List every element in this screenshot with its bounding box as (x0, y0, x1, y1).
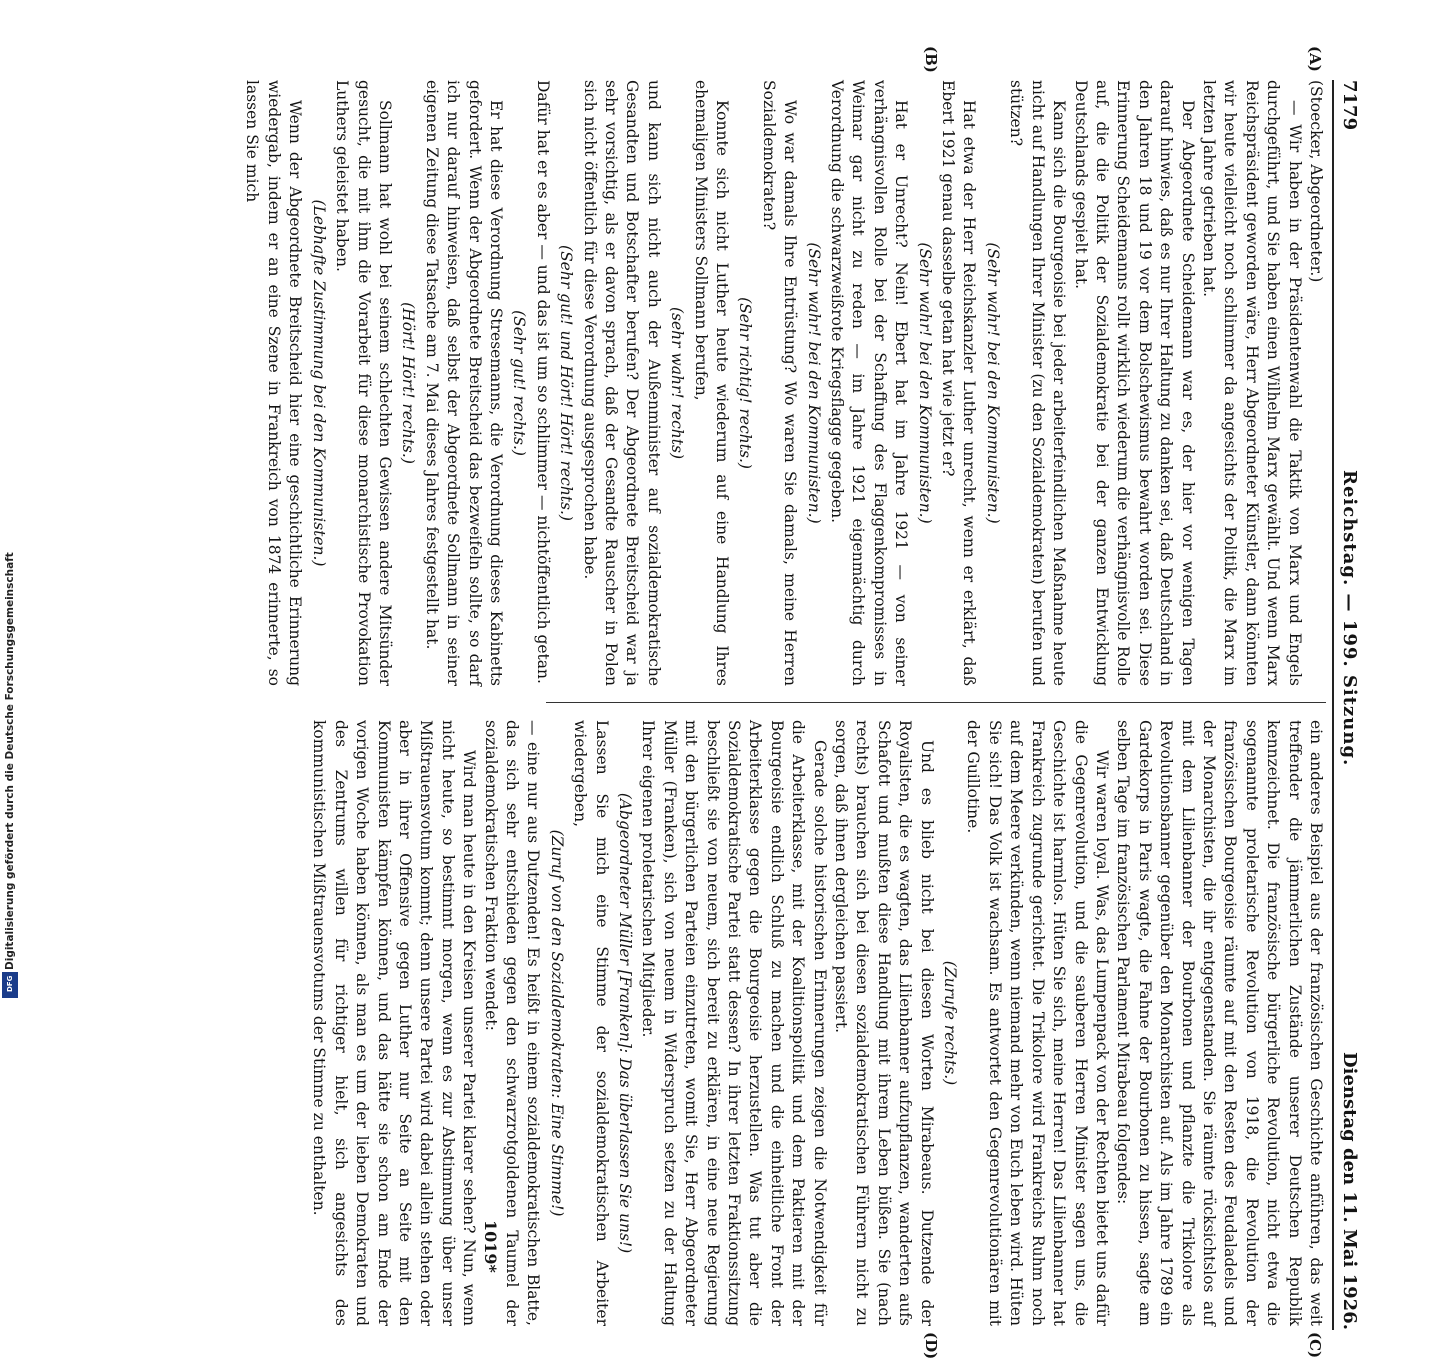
session-date: Dienstag den 11. Mai 1926. (1339, 1052, 1360, 1330)
interjection: (Sehr gut! und Hört! Hört! rechts.) (557, 245, 576, 521)
paragraph: Gerade solche historischen Erinnerungen zeigen die Notwendigkeit für die Arbeiterklasse, mit der Koalitionspolitik und dem Paktieren mit der Bourgeoisie endlich Schluß zu machen und die einheitliche Front der Arbeiterklasse gegen die Bourgeoisie herzustellen. Was tut aber die Sozialdemokratische Partei statt dessen? In ihrer letzten Fraktionssitzung beschließt sie von neuem, sich bereit zu erklären, in eine neue Regierung mit den bürgerlichen Parteien einzutreten, womit Sie, Herr Abgeordneter Müller (Franken), sich von neuem in Widerspruch setzen zu der Haltung Ihrer eigenen proletarischen Mitglieder. (639, 720, 829, 1326)
paragraph: Sollmann hat wohl bei seinem schlechten Gewissen andere Mitsünder gesucht, die mit ihm die Vorarbeit für diese monarchistische Provokation Luthers geleistet haben. (333, 80, 394, 686)
interjection: (Abgeordneter Müller [Franken]: Das überlassen Sie uns!) (616, 792, 634, 1254)
interjection: (Lebhafte Zustimmung bei den Kommunisten.) (309, 199, 328, 567)
interjection: (sehr wahr! rechts) (668, 306, 687, 460)
interjection: (Zurufe rechts.) (941, 960, 960, 1086)
paragraph: Er hat diese Verordnung Stresemanns, die Verordnung dieses Kabinetts gefordert. Wenn der Abgeordnete Breitscheid das bezweifeln sollte, so darf ich nur darauf hinweisen, daß selbst der Abgeordnete Sollmann in seiner eigenen Zeitung diese Tatsache am 7. Mai dieses Jahres festgestellt hat. (422, 80, 505, 686)
page-header (1336, 80, 1360, 1330)
interjection: (Hört! Hört! rechts.) (399, 302, 418, 464)
margin-mark-a: (A) (1306, 46, 1324, 72)
interjection: (Zuruf von den Sozialdemokraten: Eine Stimme!) (547, 829, 566, 1217)
margin-mark-b: (B) (922, 46, 940, 73)
paragraph: Konnte sich nicht Luther heute wiederum auf eine Handlung Ihres ehemaligen Ministers Sollmann berufen, (691, 80, 732, 686)
document-page (110, 46, 1360, 1359)
dfg-logo-text: DFG (6, 975, 14, 992)
interjection: (Sehr wahr! bei den Kommunisten.) (915, 242, 934, 524)
sheet-signature: 1019* (481, 1220, 500, 1273)
speaker-label: (Stoecker, Abgeordneter.) (1307, 80, 1325, 283)
paragraph: und kann sich nicht auch der Außenminister auf sozialdemokratische Gesandten und Botschafter berufen? Der Abgeordnete Breitscheid war ja sehr vorsichtig, als er davon sprach, daß der Gesandte Rauscher in Polen sich nicht öffentlich für diese Verordnung ausgesprochen habe. (580, 80, 663, 686)
paragraph: Wenn der Abgeordnete Breitscheid hier eine geschichtliche Erinnerung wiedergab, indem er an eine Szene in Frankreich von 1874 erinnerte, so lassen Sie mich (243, 80, 305, 686)
attribution-text: Digitalisierung gefördert durch die Deutsche Forschungsgemeinschaft (4, 552, 16, 970)
paragraph: Wir waren loyal. Was, das Lumpenpack von der Rechten bietet uns dafür die Gegenrevolution, und die sauberen Herren Minister sagen uns, die Geschichte ist harmlos. Hüten Sie sich, meine Herren! Das Lilienbanner hat Frankreich zugrunde gerichtet. Die Trikolore wird Frankreichs Ruhm noch auf dem Meere verkünden, wenn niemand mehr von Euch leben wird. Hüten Sie sich! Das Volk ist wachsam. Es antwortet den Gegenrevolutionären mit der Guillotine. (964, 720, 1111, 1326)
paragraph: Lassen Sie mich eine Stimme der sozialdemokratischen Arbeiter wiedergeben, (571, 720, 611, 1326)
interjection: (Sehr gut! rechts.) (510, 310, 529, 456)
margin-mark-c: (C) (1306, 1332, 1324, 1359)
paragraph: Dafür hat er es aber — und das ist um so schlimmer — nichtöffentlich getan. (533, 80, 552, 684)
column-divider (546, 702, 1326, 703)
interjection: (Sehr richtig! rechts.) (736, 297, 755, 469)
paragraph: — eine nur aus Dutzenden! Es heißt in einem sozialdemokratischen Blatte, das sich sehr entschieden gegen den schwarzrotgoldenen Taumel der sozialdemokratischen Fraktion wendet: (481, 720, 543, 1326)
margin-mark-d: (D) (922, 1332, 940, 1359)
session-title: Reichstag. — 199. Sitzung. (1339, 470, 1360, 767)
paragraph: Hat er Unrecht? Nein! Ebert hat im Jahre 1921 — von seiner verhängnisvollen Rolle bei der Schaffung des Flaggenkompromisses in Weimar gar nicht zu reden — im Jahre 1921 eigenmächtig durch Verordnung die schwarzweißrote Kriegsflagge gegeben. (828, 80, 911, 686)
right-column (308, 720, 1326, 1326)
interjection: (Sehr wahr! bei den Kommunisten.) (983, 242, 1002, 524)
paragraph: Wo war damals Ihre Entrüstung? Wo waren Sie damals, meine Herren Sozialdemokraten? (759, 80, 800, 686)
page-number: 7179 (1339, 80, 1360, 131)
paragraph: Hat etwa der Herr Reichskanzler Luther unrecht, wenn er erklärt, daß Ebert 1921 genau dasselbe getan hat wie jetzt er? (939, 80, 979, 686)
interjection: (Sehr wahr! bei den Kommunisten.) (804, 242, 823, 524)
paragraph: ein anderes Beispiel aus der französischen Geschichte anführen, das weit treffender die jämmerlichen Zustände unserer Deutschen Republik kennzeichnet. Die französische bürgerliche Revolution, nicht etwa die sogenannte proletarische Revolution von 1918, die Revolution der französischen Bourgeoisie räumte auf mit den Resten des Feudaladels und der Monarchisten, die ihr entgegenstanden. Sie räumte rücksichtslos auf mit dem Lilienbanner der Bourbonen und pflanzte die Trikolore als Revolutionsbanner gegenüber den Monarchisten auf. Als im Jahre 1789 ein Gardekorps in Paris wagte, die Fahne der Bourbonen zu hissen, sagte am selben Tage im französischen Parlament Mirabeau folgendes: (1114, 720, 1325, 1326)
digitization-attribution (0, 552, 22, 1000)
header-rule (1332, 80, 1334, 1330)
paragraph: Der Abgeordnete Scheidemann war es, der hier vor wenigen Tagen darauf hinwies, daß es nur Ihrer Haltung zu danken sei, daß Deutschland in den Jahren 18 und 19 vor dem Bolschewismus bewahrt worden sei. Diese Erinnerung Scheidemanns rollt wirklich wiederum die verhängnisvolle Rolle auf, die die Politik der Sozialdemokratie bei der ganzen Entwicklung Deutschlands gespielt hat. (1071, 80, 1197, 686)
dfg-logo (2, 972, 18, 998)
paragraph: Und es blieb nicht bei diesen Worten Mirabeaus. Dutzende der Royalisten, die es wagten, das Lilienbanner aufzupflanzen, wanderten aufs Schafott und mußten diese Handlung mit ihrem Leben büßen. Sie (nach rechts) brauchen sich bei diesen sozialdemokratischen Führern nicht zu sorgen, daß ihnen dergleichen passiert. (832, 720, 936, 1326)
left-column (241, 80, 1326, 686)
paragraph: Wird man heute in den Kreisen unserer Partei klarer sehen? Nun, wenn nicht heute, so bestimmt morgen, wenn es zur Abstimmung über unser Mißtrauensvotum kommt; denn unsere Partei wird dabei allein stehen oder aber in ihrer Offensive gegen Luther nur Seite an Seite mit den Kommunisten kämpfen können, und das hätte sie schon am Ende der vorigen Woche haben können, als man es um der lieben Demokraten und des Zentrums willen für richtiger hielt, sich angesichts des kommunistischen Mißtrauensvotums der Stimme zu enthalten. (310, 720, 479, 1326)
paragraph: — Wir haben in der Präsidentenwahl die Taktik von Marx und Engels durchgeführt, und Sie haben einen Wilhelm Marx gewählt. Und wenn Marx Reichspräsident geworden wäre, Herr Abgeordneter Künstler, dann könnten wir heute vielleicht noch schlimmer da angesichts der Politik, die Marx im letzten Jahre getrieben hat. (1199, 80, 1304, 686)
paragraph: Kann sich die Bourgeoisie bei jeder arbeiterfeindlichen Maßnahme heute nicht auf Handlungen Ihrer Minister (zu den Sozialdemokraten) berufen und stützen? (1007, 80, 1069, 686)
